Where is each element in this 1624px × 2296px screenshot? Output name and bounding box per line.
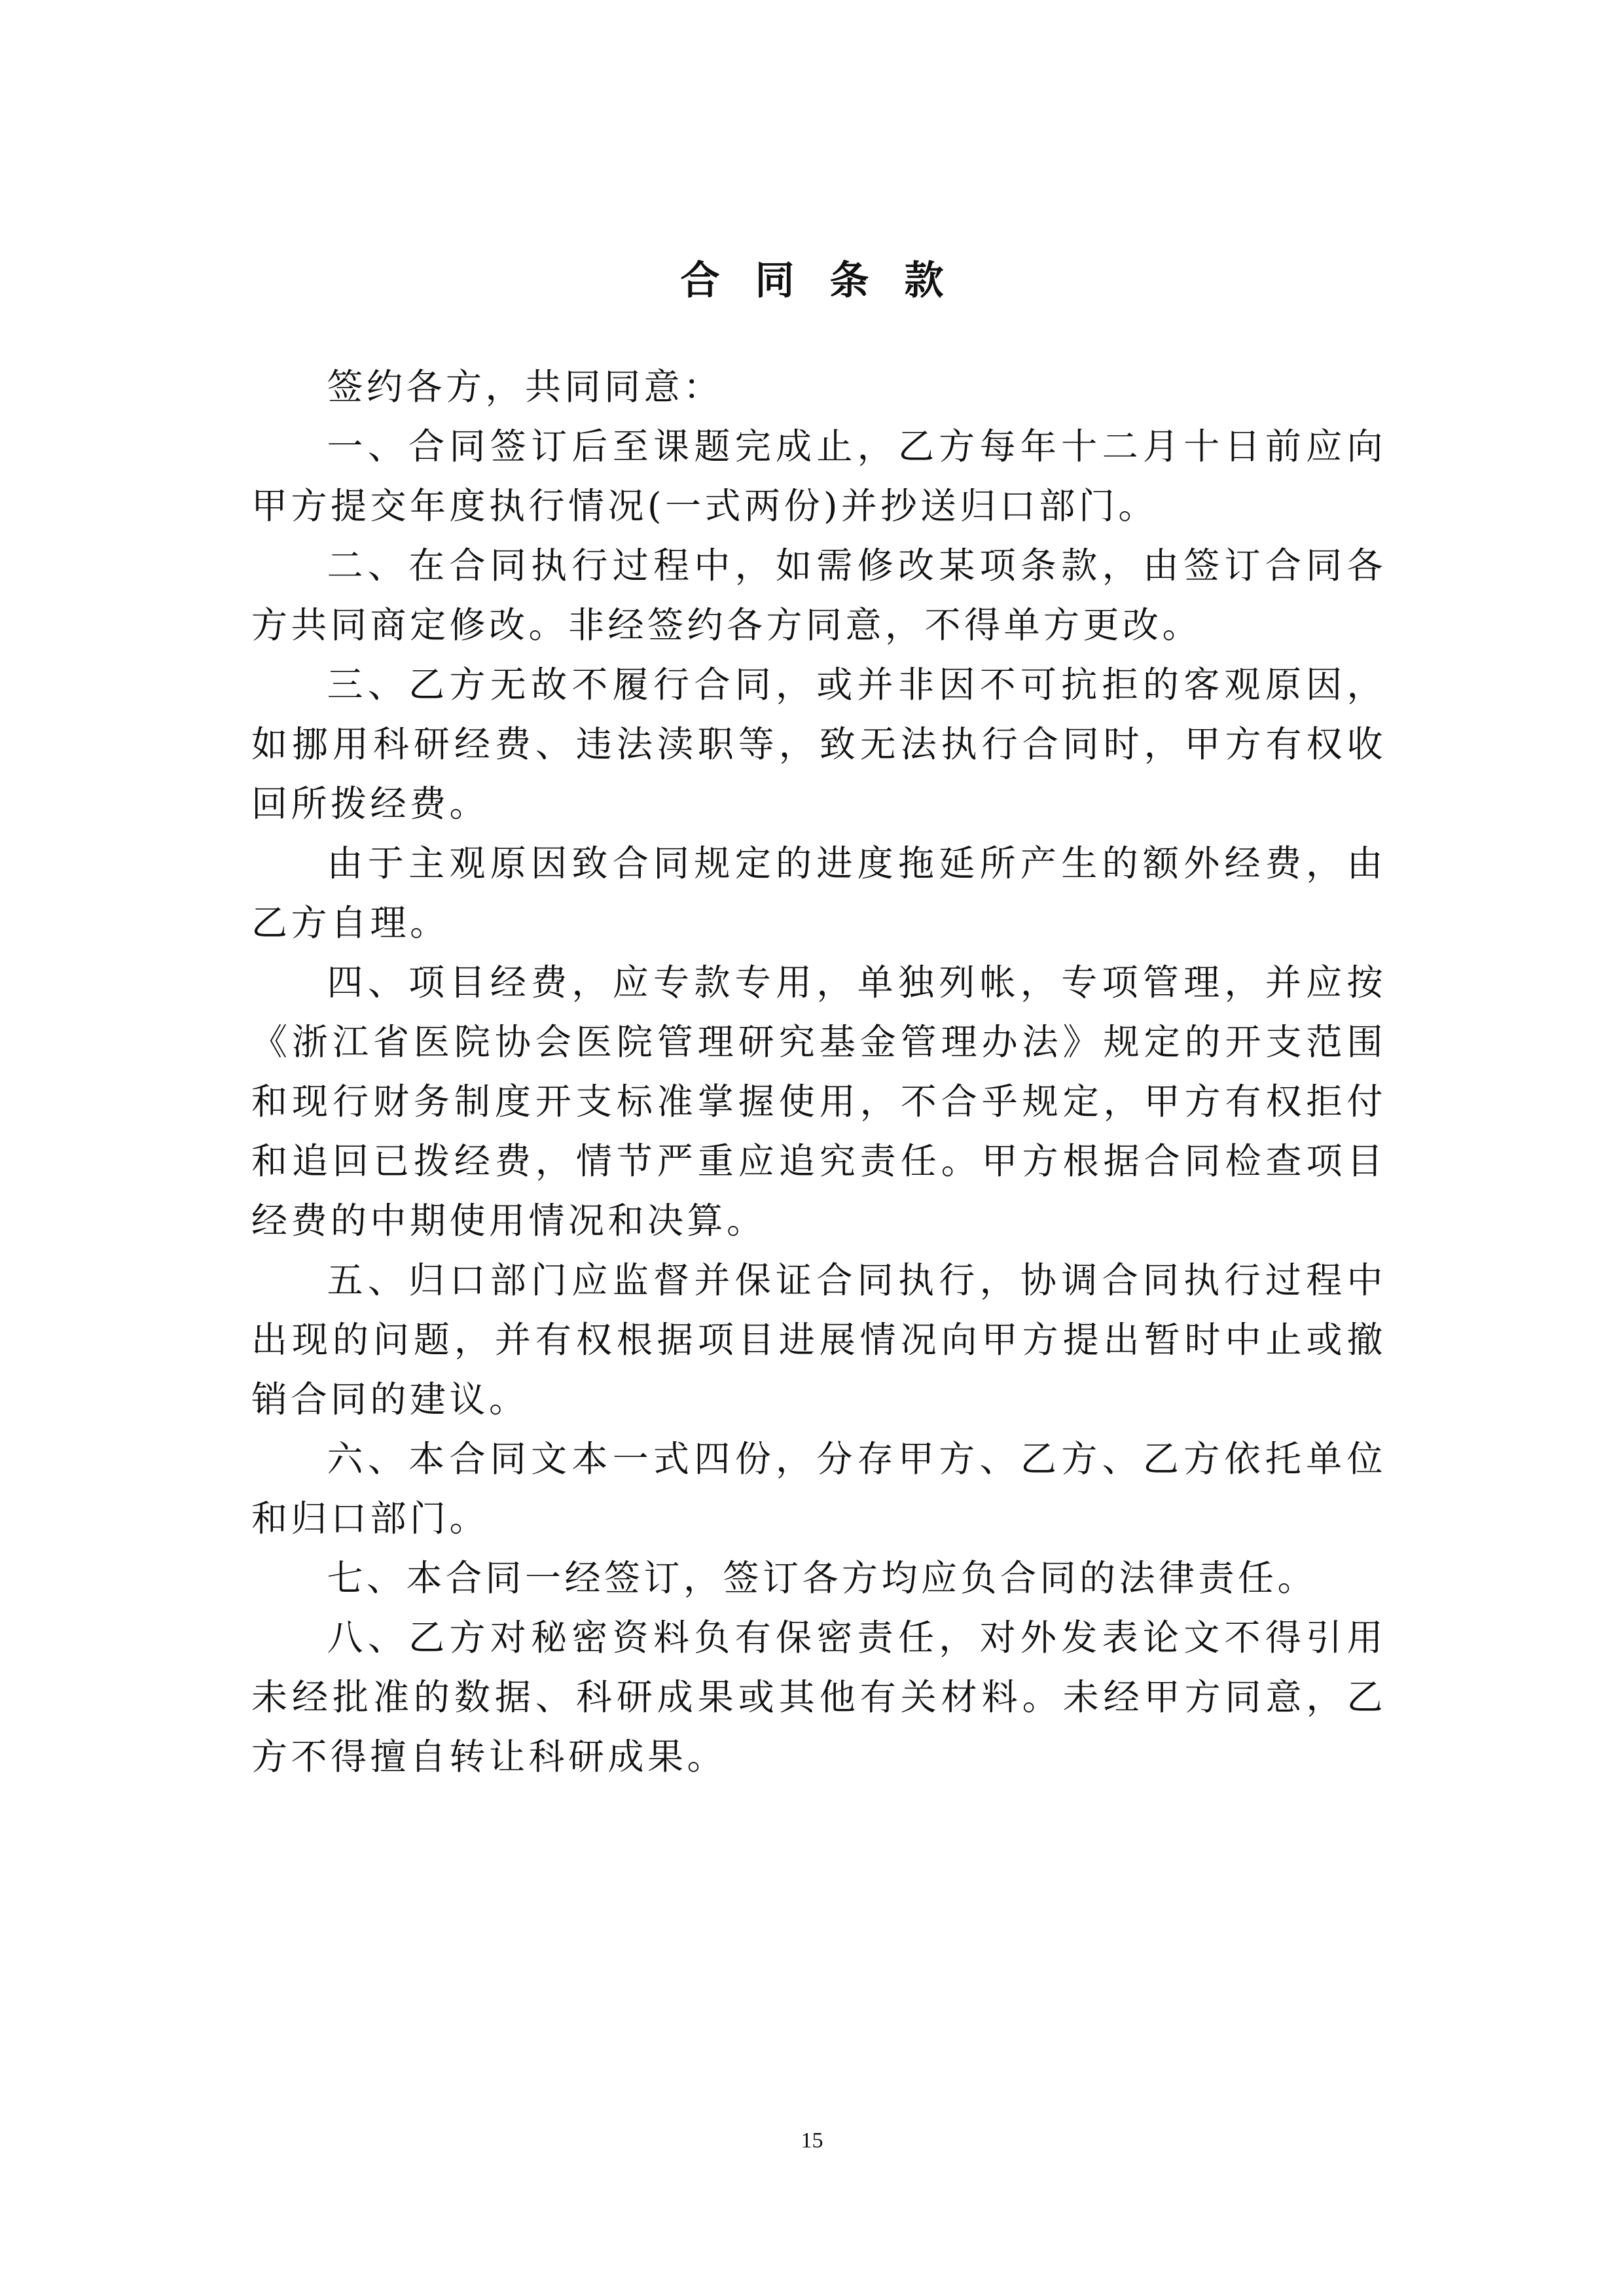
paragraph-clause-3-supplement: 由于主观原因致合同规定的进度拖延所产生的额外经费，由乙方自理。 (251, 842, 1386, 944)
paragraph-clause-7: 七、本合同一经签订，签订各方均应负合同的法律责任。 (327, 1557, 1318, 1599)
page-number: 15 (801, 2128, 823, 2153)
paragraph-clause-8: 八、乙方对秘密资料负有保密责任，对外发表论文不得引用未经批准的数据、科研成果或其他有关材料。未经甲方同意，乙方不得擅自转让科研成果。 (251, 1617, 1386, 1778)
page-title: 合同条款 (680, 258, 979, 304)
paragraph-clause-2: 二、在合同执行过程中，如需修改某项条款，由签订合同各方共同商定修改。非经签约各方同意，不得单方更改。 (251, 545, 1386, 646)
paragraph-intro: 签约各方，共同同意： (327, 366, 723, 408)
paragraph-clause-5: 五、归口部门应监督并保证合同执行，协调合同执行过程中出现的问题，并有权根据项目进展情况向甲方提出暂时中止或撤销合同的建议。 (251, 1259, 1386, 1420)
paragraph-clause-6: 六、本合同文本一式四份，分存甲方、乙方、乙方依托单位和归口部门。 (251, 1438, 1386, 1539)
paragraph-clause-1: 一、合同签订后至课题完成止，乙方每年十二月十日前应向甲方提交年度执行情况(一式两份)并抄送归口部门。 (251, 425, 1386, 527)
paragraph-clause-3: 三、乙方无故不履行合同，或并非因不可抗拒的客观原因，如挪用科研经费、违法渎职等，致无法执行合同时，甲方有权收回所拨经费。 (251, 664, 1386, 825)
paragraph-clause-4: 四、项目经费，应专款专用，单独列帐，专项管理，并应按《浙江省医院协会医院管理研究基金管理办法》规定的开支范围和现行财务制度开支标准掌握使用，不合乎规定，甲方有权拒付和追回已拨经费，情节严重应追究责任。甲方根据合同检查项目经费的中期使用情况和决算。 (251, 961, 1386, 1242)
contract-terms-body (251, 357, 1386, 1787)
